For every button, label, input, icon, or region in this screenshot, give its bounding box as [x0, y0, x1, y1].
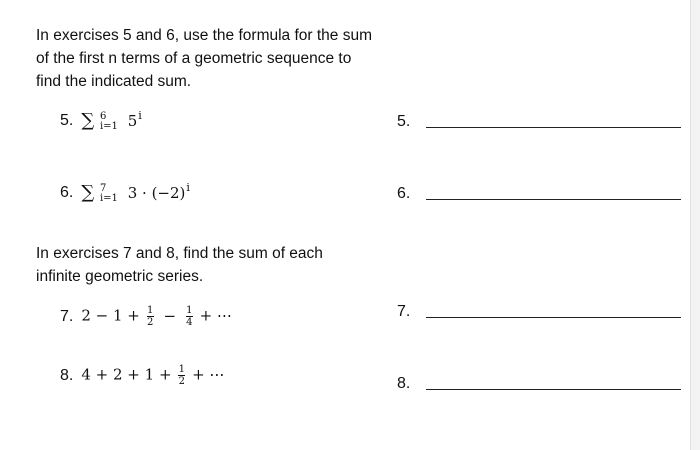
exercise-number: 5. [60, 111, 74, 129]
operator: − [163, 306, 177, 325]
instruction-line: infinite geometric series. [36, 268, 204, 285]
exercise-6-expression [81, 181, 190, 204]
answer-label: 7. [397, 303, 411, 320]
exercise-number: 7. [60, 307, 74, 325]
exponent: i [138, 109, 142, 122]
answer-line[interactable] [426, 316, 681, 318]
series-tail: + ⋯ [192, 365, 225, 384]
instructions-infinite-series [36, 242, 396, 288]
numerator: 1 [186, 305, 193, 316]
answer-label: 6. [397, 185, 411, 202]
answer-label: 5. [397, 113, 411, 130]
exercise-8 [60, 364, 224, 387]
answer-8[interactable] [397, 375, 681, 393]
exercise-5-expression [81, 109, 141, 132]
lower-limit: i=1 [99, 121, 118, 132]
answer-7[interactable] [397, 303, 681, 321]
exercise-number: 6. [60, 183, 74, 201]
summation-limits [100, 112, 118, 132]
series-lead: 2 − 1 + [81, 306, 140, 325]
denominator: 2 [146, 317, 154, 328]
instruction-line: of the first n terms of a geometric sequence to [36, 50, 352, 67]
term: 5 [127, 112, 138, 130]
instructions-geometric-sum [36, 24, 396, 93]
series-tail: + ⋯ [199, 306, 232, 325]
fraction-one-quarter [186, 305, 193, 328]
instruction-line: In exercises 7 and 8, find the sum of each [36, 245, 323, 262]
exercise-6 [60, 181, 190, 204]
denominator: 2 [178, 376, 185, 387]
fraction-one-half [147, 305, 154, 328]
exercise-7 [60, 305, 232, 328]
upper-limit: 6 [99, 111, 107, 122]
upper-limit: 7 [99, 183, 107, 194]
exercise-8-expression [81, 364, 224, 387]
term: 3 · (−2) [127, 184, 186, 202]
page-edge [690, 0, 700, 450]
series-lead: 4 + 2 + 1 + [81, 365, 172, 384]
sigma-symbol: ∑ [81, 182, 95, 203]
sigma-symbol: ∑ [81, 110, 95, 131]
summation-limits [100, 184, 118, 204]
exercise-number: 8. [60, 366, 74, 384]
denominator: 4 [186, 317, 193, 328]
lower-limit: i=1 [99, 193, 118, 204]
numerator: 1 [178, 364, 185, 375]
instruction-line: In exercises 5 and 6, use the formula for the sum [36, 27, 373, 44]
numerator: 1 [146, 305, 154, 316]
exercise-5 [60, 109, 142, 132]
fraction-one-half [178, 364, 185, 387]
answer-line[interactable] [426, 388, 681, 390]
answer-label: 8. [397, 375, 411, 392]
answer-line[interactable] [426, 198, 681, 200]
exercise-7-expression [81, 305, 232, 328]
answer-6[interactable] [397, 185, 681, 203]
instruction-line: find the indicated sum. [36, 73, 192, 90]
answer-line[interactable] [426, 126, 681, 128]
exponent: i [186, 181, 190, 194]
answer-5[interactable] [397, 113, 681, 131]
